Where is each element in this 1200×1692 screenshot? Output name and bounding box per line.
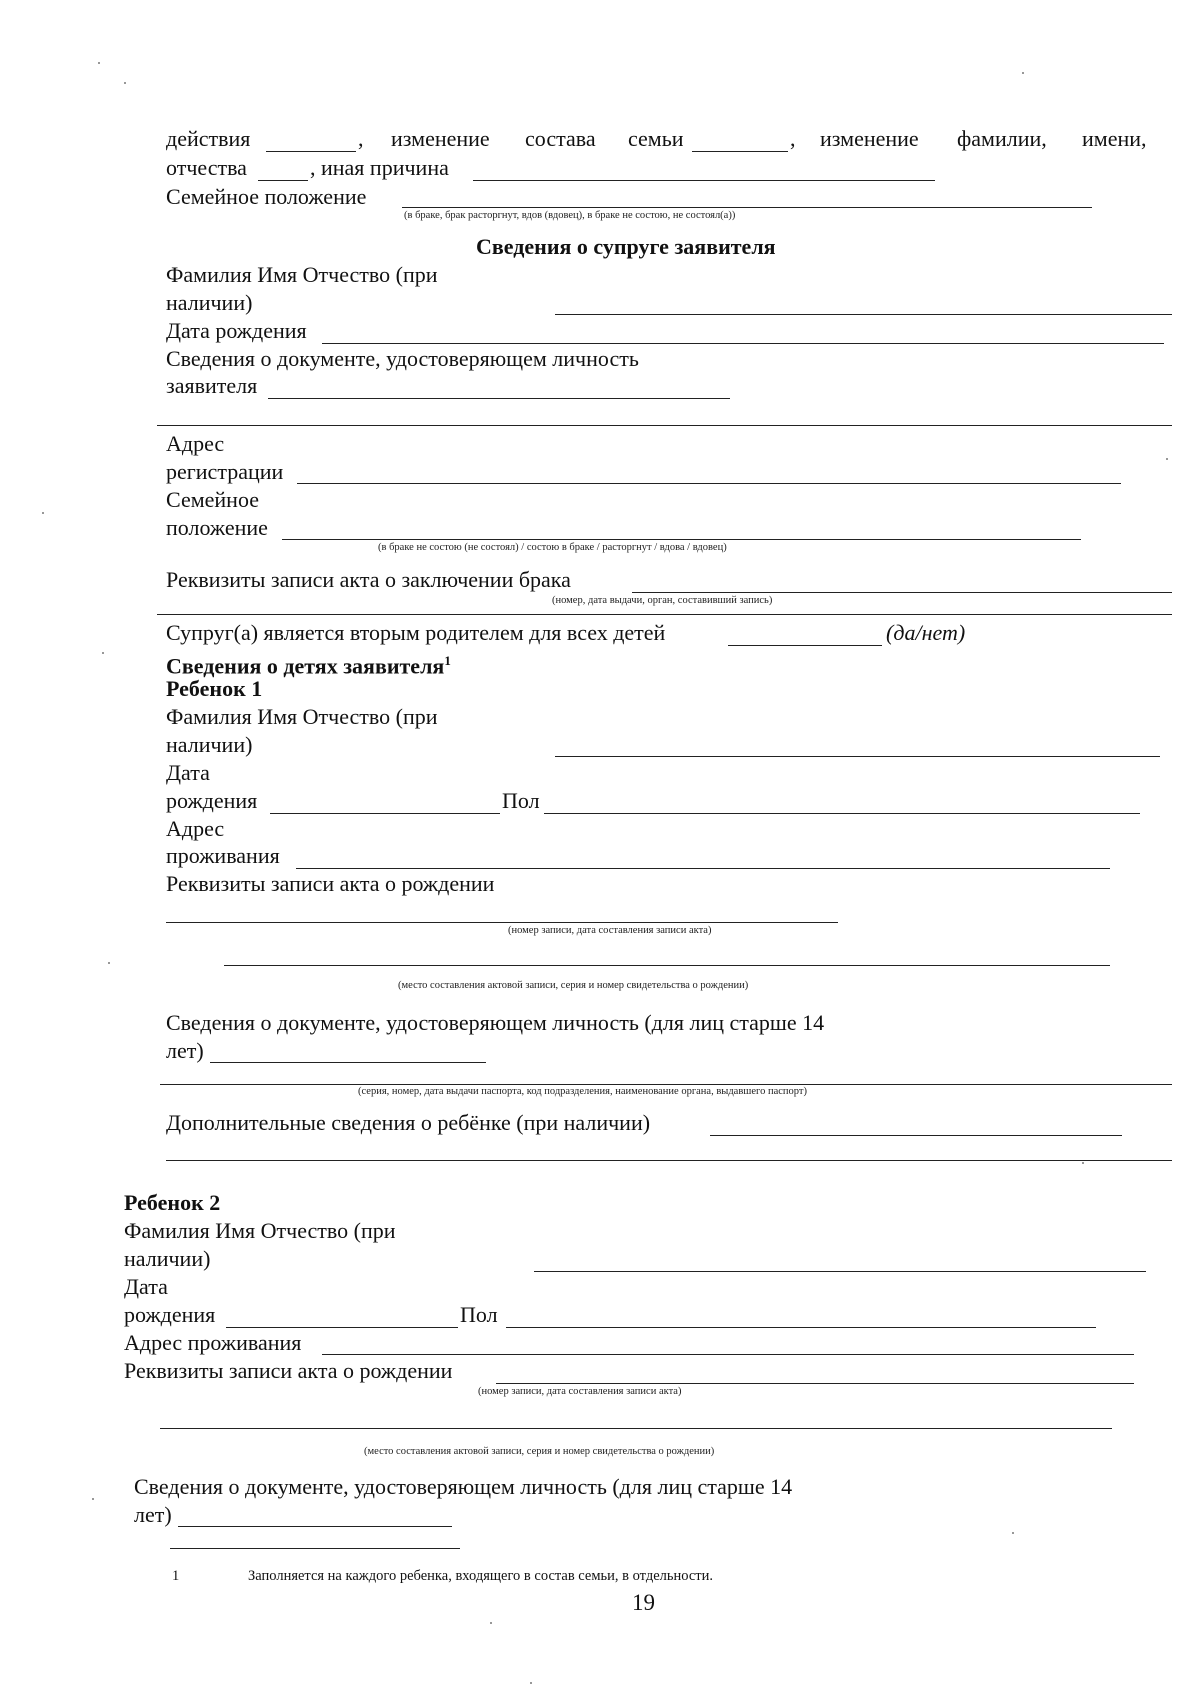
- page-number: 19: [632, 1590, 655, 1615]
- child1-doc-label: Сведения о документе, удостоверяющем личность (для лиц старше 14: [166, 1010, 825, 1035]
- child1-address-label-cont: проживания: [166, 843, 280, 868]
- child2-doc-label-cont: лет): [134, 1502, 172, 1527]
- child1-address-field-line[interactable]: [296, 868, 1110, 869]
- second-parent-field-line[interactable]: [728, 645, 882, 646]
- patronymic-field-line[interactable]: [258, 180, 308, 181]
- spouse-fio-label: Фамилия Имя Отчество (при: [166, 262, 438, 287]
- scan-speck: [530, 1682, 532, 1684]
- footnote-ref: 1: [444, 653, 451, 668]
- child2-doc-label: Сведения о документе, удостоверяющем личность (для лиц старше 14: [134, 1474, 793, 1499]
- scan-speck: [98, 62, 100, 64]
- word-composition: состава: [525, 126, 596, 151]
- child2-fio-label-cont: наличии): [124, 1246, 211, 1271]
- scan-speck: [1082, 1162, 1084, 1164]
- scan-speck: [42, 512, 44, 514]
- child2-birth-place-hint: (место составления актовой записи, серия и номер свидетельства о рождении): [364, 1446, 715, 1457]
- spouse-address-label: Адрес: [166, 431, 225, 456]
- scan-speck: [108, 962, 110, 964]
- child2-fio-label: Фамилия Имя Отчество (при: [124, 1218, 396, 1243]
- child1-extra-label: Дополнительные сведения о ребёнке (при наличии): [166, 1110, 651, 1135]
- spouse-marital-label-cont: положение: [166, 515, 268, 540]
- child1-doc-field-line-2[interactable]: [160, 1084, 1172, 1085]
- spouse-doc-label-cont: заявителя: [166, 373, 258, 398]
- word-name: имени,: [1082, 126, 1147, 151]
- children-section-heading: [166, 648, 451, 679]
- child1-sex-label: Пол: [502, 788, 540, 813]
- child1-doc-hint: (серия, номер, дата выдачи паспорта, код подразделения, наименование органа, выдавшего паспорт): [358, 1086, 807, 1097]
- comma: ,: [358, 126, 364, 151]
- child2-dob-label: Дата: [124, 1274, 168, 1299]
- child2-address-field-line[interactable]: [322, 1354, 1134, 1355]
- word-family: семьи: [628, 126, 684, 151]
- second-parent-label: Супруг(а) является вторым родителем для всех детей: [166, 620, 666, 645]
- action-field-line[interactable]: [266, 151, 356, 152]
- children-heading-text: Сведения о детях заявителя: [166, 653, 445, 679]
- word-change-2: изменение: [820, 126, 919, 151]
- child2-dob-field-line[interactable]: [226, 1327, 458, 1328]
- child2-sex-field-line[interactable]: [506, 1327, 1096, 1328]
- spouse-doc-field-line[interactable]: [268, 398, 730, 399]
- word-surname: фамилии,: [957, 126, 1047, 151]
- child1-birth-place-hint: (место составления актовой записи, серия и номер свидетельства о рождении): [398, 980, 749, 991]
- child1-doc-label-cont: лет): [166, 1038, 204, 1063]
- child2-birth-place-field-line[interactable]: [160, 1428, 1112, 1429]
- marriage-record-label: Реквизиты записи акта о заключении брака: [166, 567, 571, 592]
- spouse-dob-field-line[interactable]: [322, 343, 1164, 344]
- child1-fio-label: Фамилия Имя Отчество (при: [166, 704, 438, 729]
- child2-birth-record-hint: (номер записи, дата составления записи акта): [478, 1386, 682, 1397]
- child2-fio-field-line[interactable]: [534, 1271, 1146, 1272]
- child1-extra-field-line[interactable]: [710, 1135, 1122, 1136]
- applicant-marital-label: Семейное положение: [166, 184, 367, 209]
- child1-extra-field-line-2[interactable]: [166, 1160, 1172, 1161]
- scan-speck: [92, 1498, 94, 1500]
- spouse-section-heading: Сведения о супруге заявителя: [476, 234, 776, 259]
- spouse-doc-field-line-2[interactable]: [157, 425, 1172, 426]
- child2-heading: Ребенок 2: [124, 1190, 221, 1215]
- child1-doc-field-line[interactable]: [210, 1062, 486, 1063]
- other-reason-label: , иная причина: [310, 155, 449, 180]
- child2-doc-field-line[interactable]: [178, 1526, 452, 1527]
- child1-fio-field-line[interactable]: [555, 756, 1160, 757]
- footnote-text: Заполняется на каждого ребенка, входящего в состав семьи, в отдельности.: [248, 1568, 714, 1584]
- footnote-number: 1: [172, 1568, 180, 1584]
- child1-birth-record-field-line[interactable]: [166, 922, 838, 923]
- child2-birth-record-label: Реквизиты записи акта о рождении: [124, 1358, 453, 1383]
- scan-speck: [1022, 72, 1024, 74]
- spouse-marital-label: Семейное: [166, 487, 259, 512]
- child1-fio-label-cont: наличии): [166, 732, 253, 757]
- child1-birth-record-label: Реквизиты записи акта о рождении: [166, 871, 495, 896]
- spouse-address-label-cont: регистрации: [166, 459, 284, 484]
- spouse-marital-field-line[interactable]: [282, 539, 1081, 540]
- marriage-record-hint: (номер, дата выдачи, орган, составивший запись): [552, 595, 773, 606]
- marriage-record-field-line[interactable]: [632, 592, 1172, 593]
- scan-speck: [124, 82, 126, 84]
- scan-speck: [1166, 458, 1168, 460]
- word-patronymic: отчества: [166, 155, 247, 180]
- child2-birth-record-field-line[interactable]: [496, 1383, 1134, 1384]
- spouse-fio-field-line[interactable]: [555, 314, 1172, 315]
- comma: ,: [790, 126, 796, 151]
- family-change-field-line[interactable]: [692, 151, 788, 152]
- spouse-address-field-line[interactable]: [297, 483, 1121, 484]
- word-action: действия: [166, 126, 251, 151]
- yes-no-hint: (да/нет): [886, 620, 966, 645]
- spouse-doc-label: Сведения о документе, удостоверяющем личность: [166, 346, 639, 371]
- child1-heading: Ребенок 1: [166, 676, 263, 701]
- footnote-separator: [170, 1548, 460, 1549]
- child2-dob-label-cont: рождения: [124, 1302, 216, 1327]
- child2-sex-label: Пол: [460, 1302, 498, 1327]
- child1-birth-place-field-line[interactable]: [224, 965, 1110, 966]
- spouse-marital-hint: (в браке не состою (не состоял) / состою в браке / расторгнут / вдова / вдовец): [378, 542, 727, 553]
- child1-dob-label-cont: рождения: [166, 788, 258, 813]
- spouse-fio-label-cont: наличии): [166, 290, 253, 315]
- applicant-marital-field-line[interactable]: [402, 207, 1092, 208]
- word-change: изменение: [391, 126, 490, 151]
- spouse-dob-label: Дата рождения: [166, 318, 307, 343]
- scan-speck: [102, 652, 104, 654]
- scan-speck: [490, 1622, 492, 1624]
- child2-address-label: Адрес проживания: [124, 1330, 302, 1355]
- applicant-marital-hint: (в браке, брак расторгнут, вдов (вдовец), в браке не состою, не состоял(а)): [404, 210, 736, 221]
- scan-speck: [1012, 1532, 1014, 1534]
- child1-birth-record-hint: (номер записи, дата составления записи акта): [508, 925, 712, 936]
- child1-dob-field-line[interactable]: [270, 813, 500, 814]
- section-separator-line: [157, 614, 1172, 615]
- child1-sex-field-line[interactable]: [544, 813, 1140, 814]
- child1-dob-label: Дата: [166, 760, 210, 785]
- child1-address-label: Адрес: [166, 816, 225, 841]
- other-reason-field-line[interactable]: [473, 180, 935, 181]
